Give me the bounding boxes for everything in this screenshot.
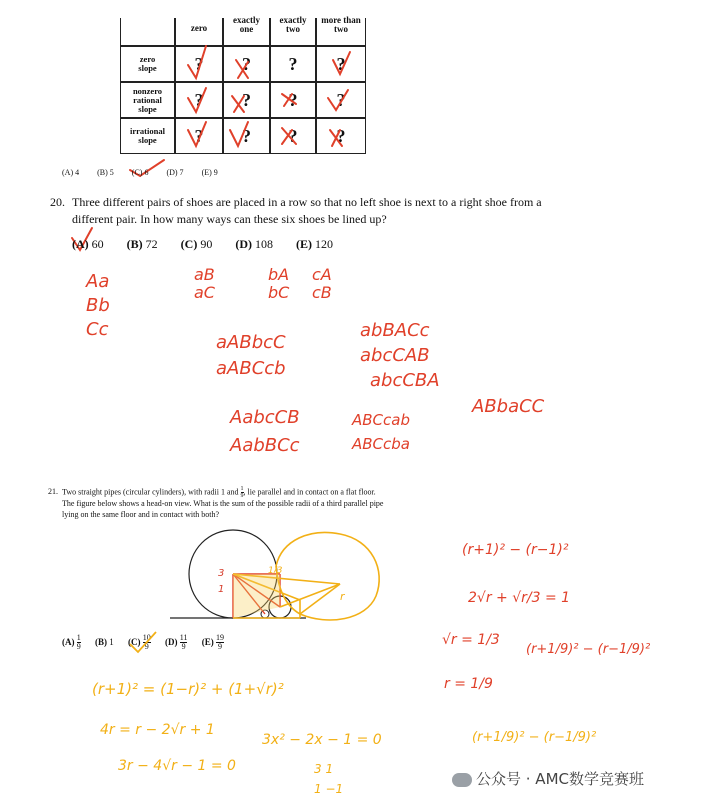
note-seq: AabBCc [230,435,300,456]
frac-num: 1 [240,486,244,492]
question-mark: ? [194,125,204,146]
q21-choice-e[interactable]: (E) $\frac{19}{9}$ [201,633,224,651]
q20-choice-b[interactable]: (B) 72 [126,237,158,251]
choice-d[interactable]: (D) 7 [166,168,184,177]
q21-choice-a[interactable]: (A) $\frac{1}{9}$ [62,633,81,651]
q20-choice-e[interactable]: (E) 120 [296,237,334,251]
question-mark: ? [336,89,346,110]
q21-note-eq4: (r+1/9)² − (r−1/9)² [526,642,651,657]
q21-choice-c[interactable]: (C) $\frac{10}{9}$ [128,633,151,651]
note-seq: abcCAB [360,345,430,366]
note-seq: ABbaCC [472,396,545,417]
q21-text-line2: The figure below shows a head-on view. What is the sum of the possible radii of a third parallel pipe [62,499,384,508]
diagram-label-r: r [340,590,345,603]
row-header-text: nonzero rational slope [132,85,163,114]
q21-note-eq5: r = 1/9 [444,676,493,692]
watermark-text: 公众号 · AMC数学竞赛班 [476,770,644,788]
q21-choice-d[interactable]: (D) $\frac{11}{9}$ [165,633,188,651]
question-mark: ? [288,125,298,146]
q21-note-eq1: (r+1)² − (r−1)² [462,542,569,558]
q21-note-eq3: √r = 1/3 [442,632,500,648]
q21-note-eq7: 4r = r − 2√r + 1 [100,722,215,738]
q21-text-line3: lying on the same floor and in contact with both? [62,509,220,519]
q20-choice-c[interactable]: (C) 90 [180,237,213,251]
q20-text-line2: different pair. In how many ways can these six shoes be lined up? [72,212,387,226]
note-seq: abcCBA [370,370,440,391]
col-header-text: zero [190,23,208,33]
choice-b[interactable]: (B) 5 [97,168,114,177]
question-mark: ? [288,53,298,74]
question-mark: ? [194,53,204,74]
question-mark: ? [242,89,251,110]
q21-text-line1a: Two straight pipes (circular cylinders), with radii 1 and [62,487,239,497]
q21-choice-b[interactable]: (B) 1 [95,636,114,647]
question-mark: ? [242,53,251,74]
question-mark: ? [336,53,346,74]
note-pair: Cc [86,319,109,340]
wechat-icon [452,773,472,787]
q21-note-eq12: (r+1/9)² − (r−1/9)² [472,730,597,745]
q20-number: 20. [50,195,65,209]
note-combo: bC [268,283,290,302]
choice-a[interactable]: (A) 4 [62,168,80,177]
diagram-label-3: 3 [218,568,225,579]
note-pair: Bb [86,295,110,316]
row-header-text: irrational slope [130,126,165,145]
q20-text-line1: Three different pairs of shoes are placed in a row so that no left shoe is next to a right shoe from a [72,195,542,209]
question-mark: ? [194,89,204,110]
q21-number: 21. [48,487,58,497]
note-combo: cB [312,283,332,302]
note-seq: aABbcC [216,332,286,353]
frac-den: 9 [240,493,244,499]
diagram-label-third: 1/3 [268,566,283,576]
question-mark: ? [288,89,298,110]
note-seq: ABCcba [352,435,410,453]
note-combo: bA [268,265,290,284]
question-mark: ? [242,125,251,146]
q21-text-line1b: , lie parallel and in contact on a flat floor. [243,487,376,497]
col-header-text: more than two [321,15,361,34]
choice-e[interactable]: (E) 9 [201,168,218,177]
q21-note-eq10: 3 1 [314,762,334,776]
q21-note-eq8: 3r − 4√r − 1 = 0 [118,758,236,774]
choice-c[interactable]: (C) 6 [131,168,149,177]
col-header-text: exactly two [279,15,307,34]
note-seq: ABCcab [352,411,410,429]
q20-choice-a[interactable]: (A) 60 [72,237,104,251]
q21-note-eq9: 3x² − 2x − 1 = 0 [262,732,382,748]
note-seq: AabcCB [230,407,300,428]
q20-choice-d[interactable]: (D) 108 [235,237,274,251]
note-combo: cA [312,265,332,284]
row-header-text: zero slope [138,54,157,73]
note-combo: aC [194,283,215,302]
q21-note-eq2: 2√r + √r/3 = 1 [468,590,571,606]
note-seq: aABCcb [216,358,286,379]
note-combo: aB [194,265,215,284]
note-pair: Aa [86,271,110,292]
q21-note-eq11: 1 −1 [314,782,344,796]
note-seq: abBACc [360,320,430,341]
question-mark: ? [336,125,346,146]
q21-note-eq6: (r+1)² = (1−r)² + (1+√r)² [92,680,284,698]
col-header-text: exactly one [233,15,260,34]
watermark [452,768,644,789]
diagram-label-1: 1 [218,584,225,595]
